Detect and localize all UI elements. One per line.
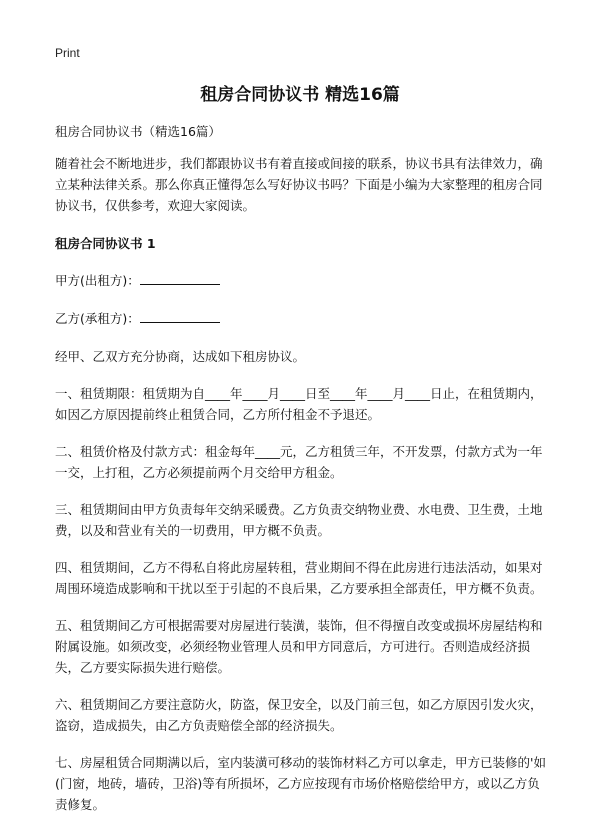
party-b-label: 乙方(承租方)： [55, 311, 140, 326]
preamble: 经甲、乙双方充分协商，达成如下租房协议。 [55, 349, 306, 364]
section-heading: 租房合同协议书 1 [55, 236, 156, 251]
clause-1: 一、租赁期限：租赁期为自____年____月____日至____年____月____日止，在租赁期内，如因乙方原因提前终止租赁合同，乙方所付租金不予退还。 [55, 386, 543, 422]
document-body [55, 121, 550, 831]
document-subtitle: 租房合同协议书（精选16篇） [55, 124, 221, 139]
clause-3: 三、租赁期间由甲方负责每年交纳采暖费。乙方负责交纳物业费、水电费、卫生费，土地费，以及和营业有关的一切费用，甲方概不负责。 [55, 502, 543, 538]
clause-4: 四、租赁期间，乙方不得私自将此房屋转租，营业期间不得在此房进行违法活动，如果对周围环境造成影响和干扰以至于引起的不良后果，乙方要承担全部责任，甲方概不负责。 [55, 560, 543, 596]
party-a-line [55, 270, 550, 291]
party-a-label: 甲方(出租方)： [55, 273, 140, 288]
party-b-line [55, 308, 550, 329]
clause-7: 七、房屋租赁合同期满以后，室内装潢可移动的装饰材料乙方可以拿走，甲方已装修的'如(门窗，地砖，墙砖，卫浴)等有所损坏，乙方应按现有市场价格赔偿给甲方，或以乙方负责修复。 [55, 755, 546, 812]
clause-6: 六、租赁期间乙方要注意防火，防盗，保卫安全，以及门前三包，如乙方原因引发火灾，盗窃，造成损失，由乙方负责赔偿全部的经济损失。 [55, 697, 543, 733]
party-a-blank [140, 270, 220, 285]
intro-paragraph: 随着社会不断地进步，我们都跟协议书有着直接或间接的联系，协议书具有法律效力，确立某种法律关系。那么你真正懂得怎么写好协议书吗？下面是小编为大家整理的租房合同协议书，仅供参考，欢迎大家阅读。 [55, 156, 543, 213]
document-title: 租房合同协议书 精选16篇 [200, 85, 400, 105]
print-link[interactable]: Print [55, 46, 80, 60]
party-b-blank [140, 308, 220, 323]
clause-5: 五、租赁期间乙方可根据需要对房屋进行装潢，装饰，但不得擅自改变或损坏房屋结构和附属设施。如须改变，必须经物业管理人员和甲方同意后，方可进行。否则造成经济损失，乙方要实际损失进行赔偿。 [55, 618, 543, 675]
clause-2: 二、租赁价格及付款方式：租金每年____元，乙方租赁三年，不开发票，付款方式为一年一交，上打租，乙方必须提前两个月交给甲方租金。 [55, 444, 543, 480]
